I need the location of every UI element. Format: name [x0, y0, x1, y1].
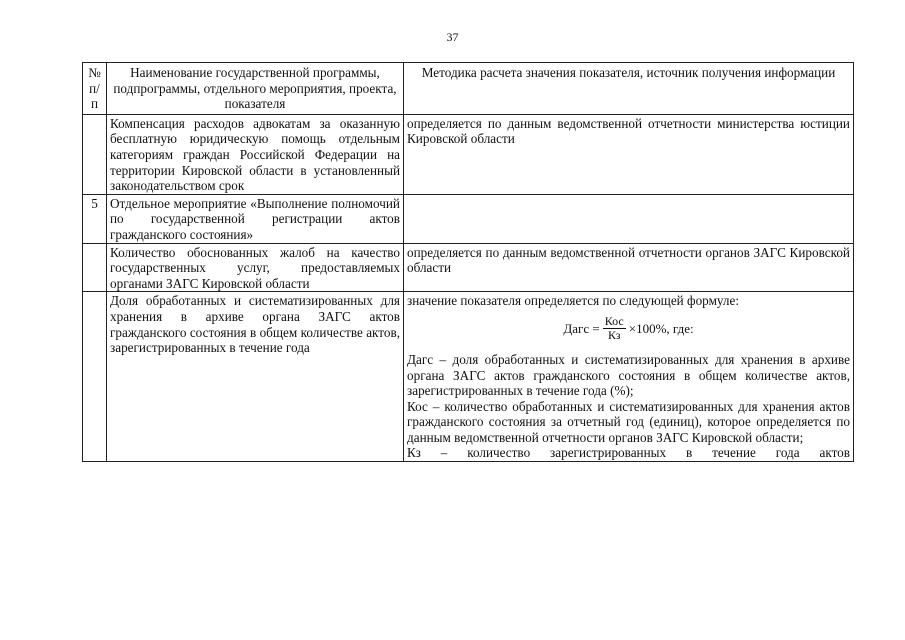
header-name: Наименование государственной программы, подпрограммы, отдельного мероприятия, проекта, показателя [107, 63, 404, 115]
row-number: 5 [83, 194, 107, 243]
row-name: Доля обработанных и систематизированных для хранения в архиве органа ЗАГС актов гражданского состояния в общем количестве актов, зарегистрированных в течение года [107, 292, 404, 462]
header-num: № п/п [83, 63, 107, 115]
definition: Дагс – доля обработанных и систематизированных для хранения в архиве органа ЗАГС актов гражданского состояния в общем количестве актов, зарегистрированных в течение года (%); [407, 351, 850, 399]
formula-fraction [603, 315, 626, 342]
header-method: Методика расчета значения показателя, источник получения информации [404, 63, 854, 115]
indicator-table [82, 62, 854, 462]
row-number [83, 114, 107, 194]
row-method [404, 292, 854, 462]
formula-denominator: Кз [607, 327, 621, 342]
row-method [404, 194, 854, 243]
definition: Кз – количество зарегистрированных в течение года актов [407, 445, 850, 461]
formula-lhs: Дагс = [563, 320, 600, 336]
row-method: определяется по данным ведомственной отчетности министерства юстиции Кировской области [404, 114, 854, 194]
row-number [83, 243, 107, 292]
table-row [83, 292, 854, 462]
table-row [83, 114, 854, 194]
formula-rhs: ×100%, где: [628, 320, 694, 336]
formula-numerator: Кос [604, 313, 624, 328]
row-name: Отдельное мероприятие «Выполнение полномочий по государственной регистрации актов гражданского состояния» [107, 194, 404, 243]
row-name: Количество обоснованных жалоб на качество государственных услуг, предоставляемых органами ЗАГС Кировской области [107, 243, 404, 292]
page-number: 37 [446, 30, 459, 44]
method-intro: значение показателя определяется по следующей формуле: [407, 293, 740, 309]
row-number [83, 292, 107, 462]
row-name: Компенсация расходов адвокатам за оказанную бесплатную юридическую помощь отдельным категориям граждан Российской Федерации на территории Кировской области в установленный законодательством срок [107, 114, 404, 194]
formula [407, 315, 850, 342]
row-method: определяется по данным ведомственной отчетности органов ЗАГС Кировской области [404, 243, 854, 292]
table-row [83, 243, 854, 292]
definition: Кос – количество обработанных и систематизированных для хранения актов гражданского состояния за отчетный год (единиц), которое определяется по данным ведомственной отчетности органов ЗАГС Кировской области; [407, 398, 850, 445]
table-header-row [83, 63, 854, 115]
table-row [83, 194, 854, 243]
